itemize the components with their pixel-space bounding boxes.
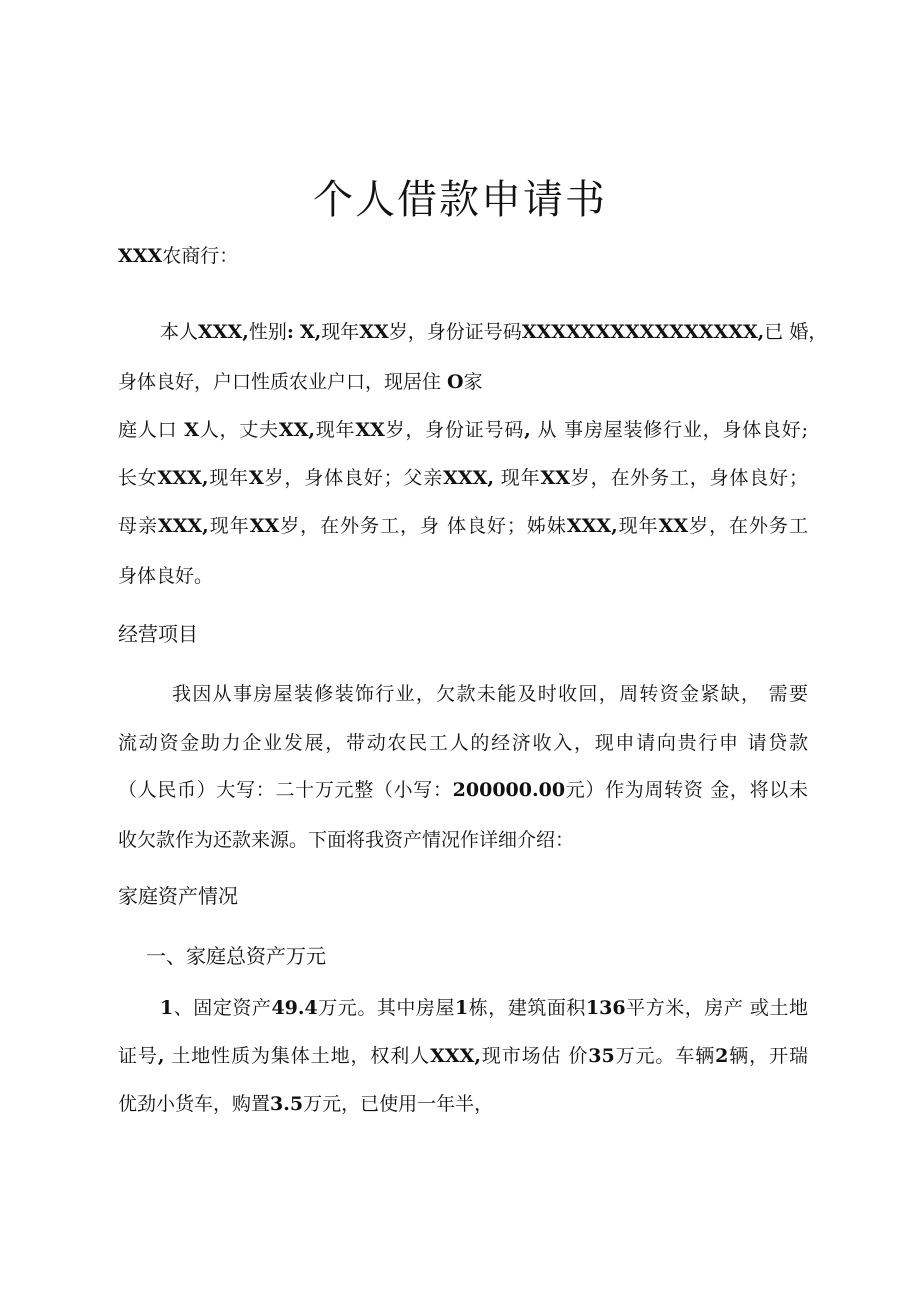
document-title: 个人借款申请书 [313,177,607,223]
section-heading-assets: 家庭资产情况 [118,884,238,908]
paragraph-3-line-3: 优劲小货车，购置3.5万元，已使用一年半， [118,1093,494,1115]
paragraph-1-line-2: 身体良好，户口性质农业户口，现居住 O家 [118,371,483,393]
subheading-total-assets: 一、家庭总资产万元 [146,944,326,968]
paragraph-2-line-2: 流动资金助力企业发展，带动农民工人的经济收入，现申请向贵行申 请贷款 [118,732,808,754]
paragraph-1-line-1: 本人XXX,性别: X,现年XX岁，身份证号码XXXXXXXXXXXXXXXX,已 婚， [160,321,828,343]
paragraph-1-line-3: 庭人口 X人，丈夫XX,现年XX岁，身份证号码, 从 事房屋装修行业，身体良好; [118,419,808,441]
paragraph-2-line-3: （人民币）大写：二十万元整（小写：200000.00元）作为周转资 金，将以未 [118,779,808,801]
paragraph-1-line-5: 母亲XXX,现年XX岁，在外务工，身 体良好；姊妹XXX,现年XX岁，在外务工 [118,515,808,537]
paragraph-1-line-6: 身体良好。 [118,565,214,587]
paragraph-3-line-1: 1、固定资产49.4万元。其中房屋1栋，建筑面积136平方米，房产 或土地 [160,997,808,1019]
section-heading-business: 经营项目 [118,622,198,646]
paragraph-2-line-1: 我因从事房屋装修装饰行业，欠款未能及时收回，周转资金紧缺， 需要 [172,683,808,705]
paragraph-1-line-4: 长女XXX,现年X岁，身体良好；父亲XXX, 现年XX岁，在外务工，身体良好； [118,467,808,489]
paragraph-3-line-2: 证号, 土地性质为集体土地，权利人XXX,现市场估 价35万元。车辆2辆，开瑞 [118,1045,808,1067]
addressee: XXX农商行： [118,245,239,267]
paragraph-2-line-4: 收欠款作为还款来源。下面将我资产情况作详细介绍： [118,829,575,851]
